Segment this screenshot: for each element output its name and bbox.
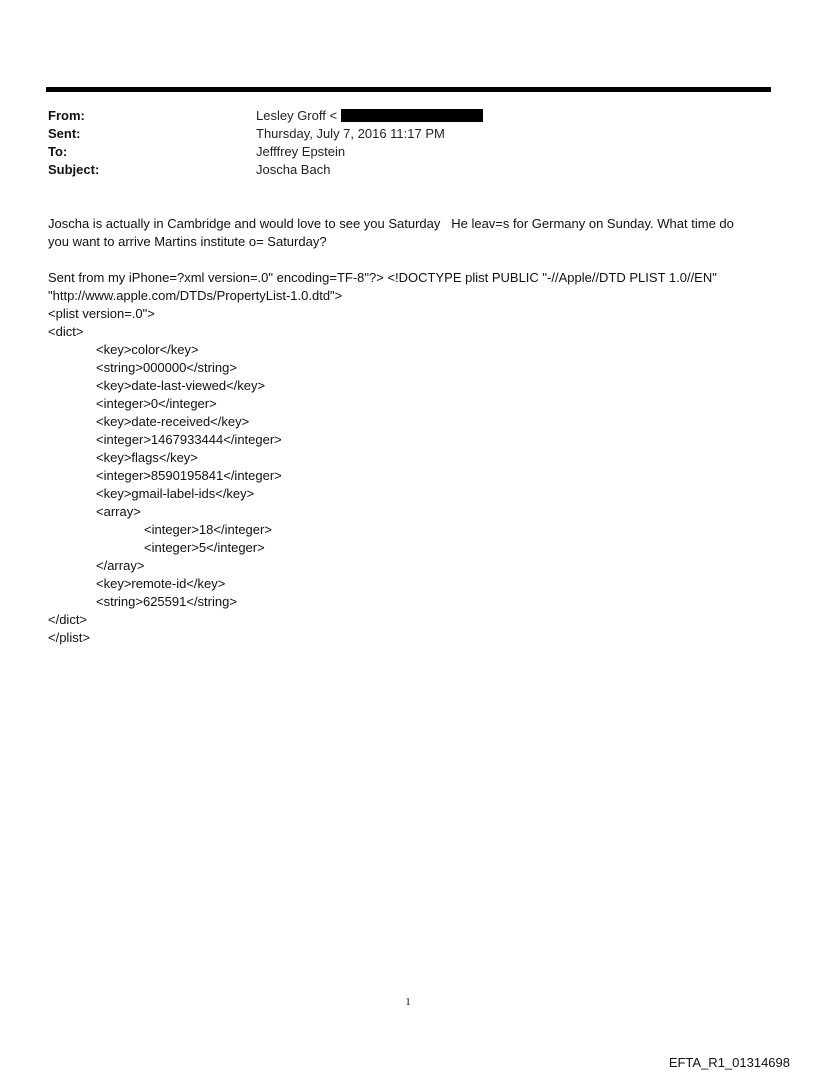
from-label: From: xyxy=(48,108,85,123)
xml-line: <key>date-received</key> xyxy=(96,414,250,429)
message-line: you want to arrive Martins institute o= Saturday? xyxy=(48,234,327,249)
xml-line: <key>date-last-viewed</key> xyxy=(96,378,266,393)
header-divider-rule xyxy=(46,87,771,92)
subject-value: Joscha Bach xyxy=(256,162,331,177)
to-label: To: xyxy=(48,144,68,159)
xml-line: <dict> xyxy=(48,324,84,339)
paragraph-spacer xyxy=(48,251,768,269)
xml-line: <key>flags</key> xyxy=(96,450,198,465)
sent-row xyxy=(48,125,748,143)
signature-line: "http://www.apple.com/DTDs/PropertyList-1.0.dtd"> xyxy=(48,288,343,303)
xml-line: <array> xyxy=(96,504,141,519)
subject-row xyxy=(48,161,748,179)
xml-line: <integer>5</integer> xyxy=(144,540,265,555)
to-row xyxy=(48,143,748,161)
xml-line: <key>remote-id</key> xyxy=(96,576,226,591)
xml-line: <integer>8590195841</integer> xyxy=(96,468,282,483)
from-row xyxy=(48,107,748,125)
document-id: EFTA_R1_01314698 xyxy=(668,1055,790,1070)
xml-line: <plist version=.0"> xyxy=(48,306,155,321)
xml-line: </array> xyxy=(96,558,145,573)
xml-line: <key>color</key> xyxy=(96,342,199,357)
email-header xyxy=(48,107,748,179)
to-value: Jefffrey Epstein xyxy=(256,144,346,159)
from-sender-name: Lesley Groff < xyxy=(256,108,338,123)
xml-line: <integer>18</integer> xyxy=(144,522,272,537)
message-line: Joscha is actually in Cambridge and would love to see you Saturday He leav=s for Germany on Sunday. What time do xyxy=(48,216,734,231)
xml-line: <string>625591</string> xyxy=(96,594,237,609)
subject-label: Subject: xyxy=(48,162,100,177)
xml-line: <key>gmail-label-ids</key> xyxy=(96,486,255,501)
redaction-block xyxy=(341,109,483,122)
xml-line: <integer>1467933444</integer> xyxy=(96,432,282,447)
xml-line: <integer>0</integer> xyxy=(96,396,217,411)
xml-line: <string>000000</string> xyxy=(96,360,237,375)
xml-line: </plist> xyxy=(48,630,90,645)
sent-value: Thursday, July 7, 2016 11:17 PM xyxy=(256,126,445,141)
page-number: 1 xyxy=(405,996,411,1008)
from-value xyxy=(256,107,483,125)
sent-label: Sent: xyxy=(48,126,81,141)
email-body xyxy=(48,215,768,647)
xml-line: </dict> xyxy=(48,612,88,627)
signature-line: Sent from my iPhone=?xml version=.0" encoding=TF-8"?> <!DOCTYPE plist PUBLIC "-//Apple//DTD PLIST 1.0//EN" xyxy=(48,270,717,285)
